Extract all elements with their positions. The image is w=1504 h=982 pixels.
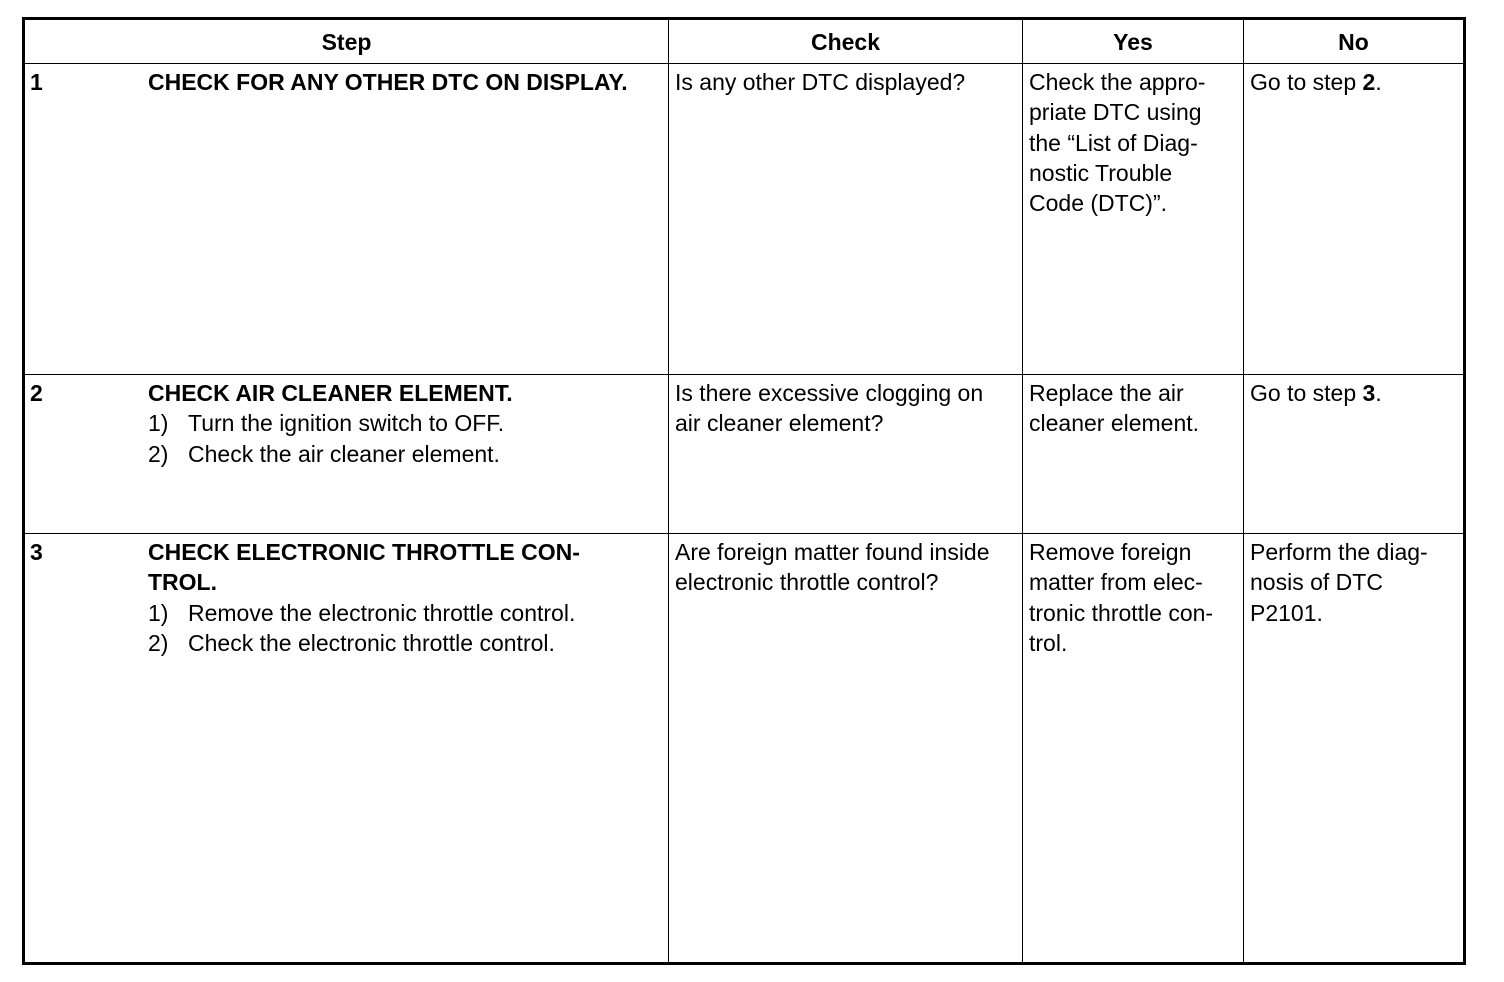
table-row <box>24 375 1465 534</box>
header-no: No <box>1244 19 1465 64</box>
no-text: Perform the diag- nosis of DTC P2101. <box>1250 539 1428 626</box>
step-cell <box>24 64 669 375</box>
check-text: Are foreign matter found inside electronic throttle control? <box>675 539 990 596</box>
no-suffix: . <box>1375 69 1382 95</box>
yes-text: Check the appro- priate DTC using the “List of Diag- nostic Trouble Code (DTC)”. <box>1029 69 1206 217</box>
yes-text: Remove foreign matter from elec- tronic throttle con- trol. <box>1029 539 1214 656</box>
no-cell <box>1244 534 1465 964</box>
substep-number: 1) <box>148 410 169 437</box>
no-text <box>1244 64 1463 97</box>
yes-text: Replace the air cleaner element. <box>1029 380 1200 437</box>
step-number: 2 <box>30 380 43 406</box>
substep-number: 2) <box>148 440 169 467</box>
no-prefix: Go to step <box>1250 380 1363 406</box>
no-step-ref: 2 <box>1362 69 1376 95</box>
diagnostic-table <box>22 17 1466 965</box>
step-number: 1 <box>30 69 43 95</box>
substep <box>148 439 662 469</box>
substep-number: 2) <box>148 629 169 656</box>
header-yes: Yes <box>1023 19 1244 64</box>
check-text: Is any other DTC displayed? <box>675 69 966 95</box>
substep-text: Check the air cleaner element. <box>188 440 500 467</box>
header-step: Step <box>24 19 669 64</box>
no-cell <box>1244 375 1465 534</box>
step-cell <box>24 375 669 534</box>
no-cell <box>1244 64 1465 375</box>
step-title: CHECK ELECTRONIC THROTTLE CON- TROL. <box>148 539 580 596</box>
substep-text: Turn the ignition switch to OFF. <box>188 410 505 437</box>
substep-text: Check the electronic throttle control. <box>188 629 555 656</box>
substep-number: 1) <box>148 599 169 626</box>
check-cell <box>669 64 1023 375</box>
check-cell <box>669 375 1023 534</box>
step-title: CHECK FOR ANY OTHER DTC ON DISPLAY. <box>148 69 628 95</box>
no-suffix: . <box>1375 380 1382 406</box>
yes-cell <box>1023 534 1244 964</box>
table-row <box>24 534 1465 964</box>
no-prefix: Go to step <box>1250 69 1363 95</box>
table-row <box>24 64 1465 375</box>
step-number: 3 <box>30 539 43 565</box>
substep <box>148 628 662 658</box>
yes-cell <box>1023 64 1244 375</box>
no-text <box>1244 375 1463 408</box>
yes-cell <box>1023 375 1244 534</box>
substep-text: Remove the electronic throttle control. <box>188 599 576 626</box>
header-row <box>24 19 1465 64</box>
check-cell <box>669 534 1023 964</box>
substep <box>148 408 662 438</box>
step-title: CHECK AIR CLEANER ELEMENT. <box>148 380 513 406</box>
substep <box>148 598 662 628</box>
header-check: Check <box>669 19 1023 64</box>
step-cell <box>24 534 669 964</box>
check-text: Is there excessive clogging on air cleaner element? <box>675 380 984 437</box>
no-step-ref: 3 <box>1362 380 1376 406</box>
